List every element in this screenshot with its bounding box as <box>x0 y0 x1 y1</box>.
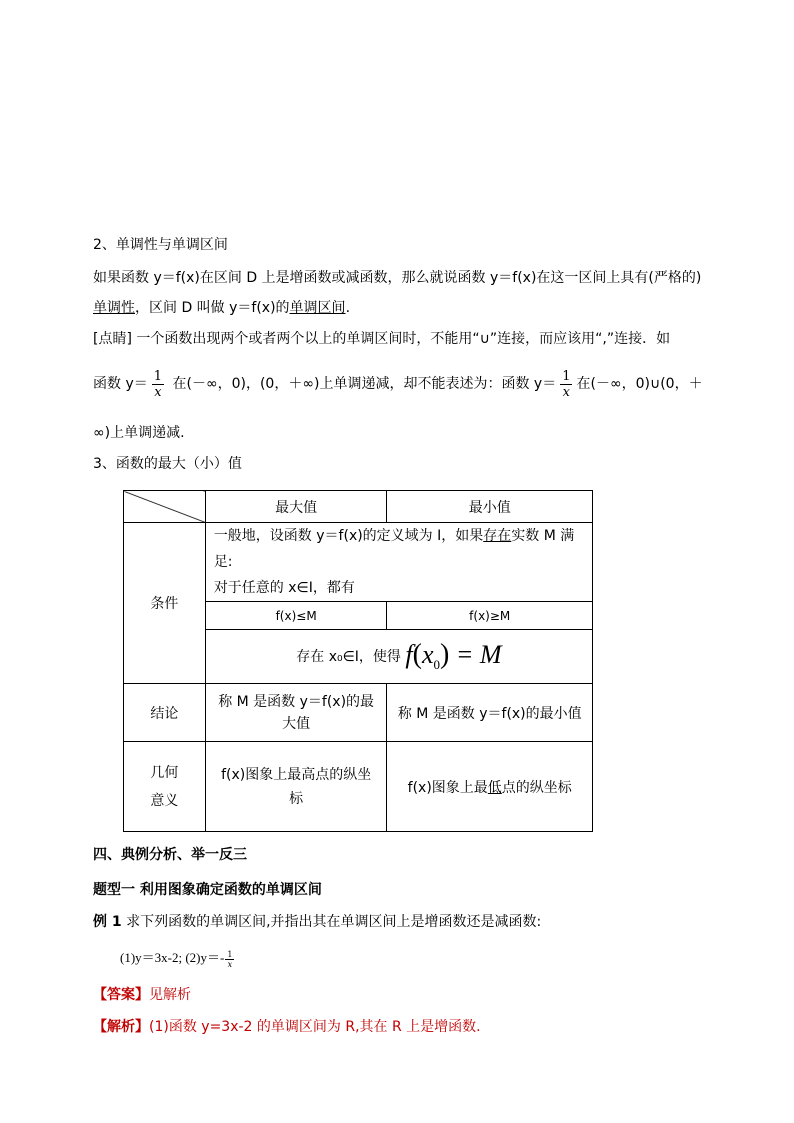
section2-paragraph-line2: 单调性，区间 D 叫做 y＝f(x)的单调区间. <box>93 300 351 316</box>
geo-max: f(x)图象上最高点的纵坐标 <box>205 742 387 832</box>
geo-min: f(x)图象上最低点的纵坐标 <box>387 742 593 832</box>
section3-heading: 3、函数的最大（小）值 <box>93 456 242 472</box>
row-label-condition: 条件 <box>124 523 206 684</box>
row-label-geometric-meaning: 几何 意义 <box>124 742 206 832</box>
formula-f-x0-equals-M: $f(x_0) = M$ <box>405 639 502 673</box>
topic-heading: 题型一 利用图象确定函数的单调区间 <box>93 882 322 898</box>
section2-paragraph-line1: 如果函数 y＝f(x)在区间 D 上是增函数或减函数，那么就说函数 y＝f(x)在这一区间上具有(严格的) <box>93 270 702 286</box>
header-max: 最大值 <box>205 491 387 523</box>
condition-min: f(x)≥M <box>387 602 593 630</box>
conclusion-max: 称 M 是函数 y＝f(x)的最大值 <box>205 684 387 742</box>
table-corner-cell <box>124 491 206 523</box>
condition-max: f(x)≤M <box>205 602 387 630</box>
max-min-table <box>123 490 593 832</box>
header-min: 最小值 <box>387 491 593 523</box>
note-line2: 函数 y＝ $\frac{1}{x}$ 在(－∞，0)，(0，＋∞)上单调递减，却不能表述为：函数 y＝ $\frac{1}{x}$ 在(－∞，0)∪(0，＋ <box>93 368 703 400</box>
section4-heading: 四、典例分析、举一反三 <box>93 847 247 863</box>
example-1: 例 1 求下列函数的单调区间,并指出其在单调区间上是增函数还是减函数: <box>93 914 542 930</box>
conclusion-min: 称 M 是函数 y＝f(x)的最小值 <box>387 684 593 742</box>
answer-line: 【答案】见解析 <box>93 987 191 1003</box>
term-monotonicity: 单调性 <box>93 300 135 316</box>
exists-formula-cell: 存在 x₀∈I，使得 $f(x_0) = M$ <box>205 630 592 684</box>
small-fraction-1-over-x: $\frac{1}{x}$ <box>227 949 233 969</box>
section2-heading: 2、单调性与单调区间 <box>93 237 228 253</box>
example-items: (1)y＝3x-2; (2)y＝- $\frac{1}{x}$ <box>120 949 233 969</box>
note-line3: ∞)上单调递减. <box>93 425 185 441</box>
row-label-conclusion: 结论 <box>124 684 206 742</box>
condition-text: 一般地，设函数 y＝f(x)的定义域为 I，如果存在实数 M 满足: 对于任意的 x∈I，都有 <box>205 523 592 602</box>
analysis-line: 【解析】(1)函数 y=3x-2 的单调区间为 R,其在 R 上是增函数. <box>93 1019 481 1035</box>
term-monotonic-interval: 单调区间 <box>289 300 346 316</box>
fraction-1-over-x: $\frac{1}{x}$ <box>153 368 163 400</box>
note-line1: [点睛] 一个函数出现两个或者两个以上的单调区间时，不能用“∪”连接，而应该用“,”连接．如 <box>93 331 671 347</box>
fraction-1-over-x: $\frac{1}{x}$ <box>562 368 571 400</box>
